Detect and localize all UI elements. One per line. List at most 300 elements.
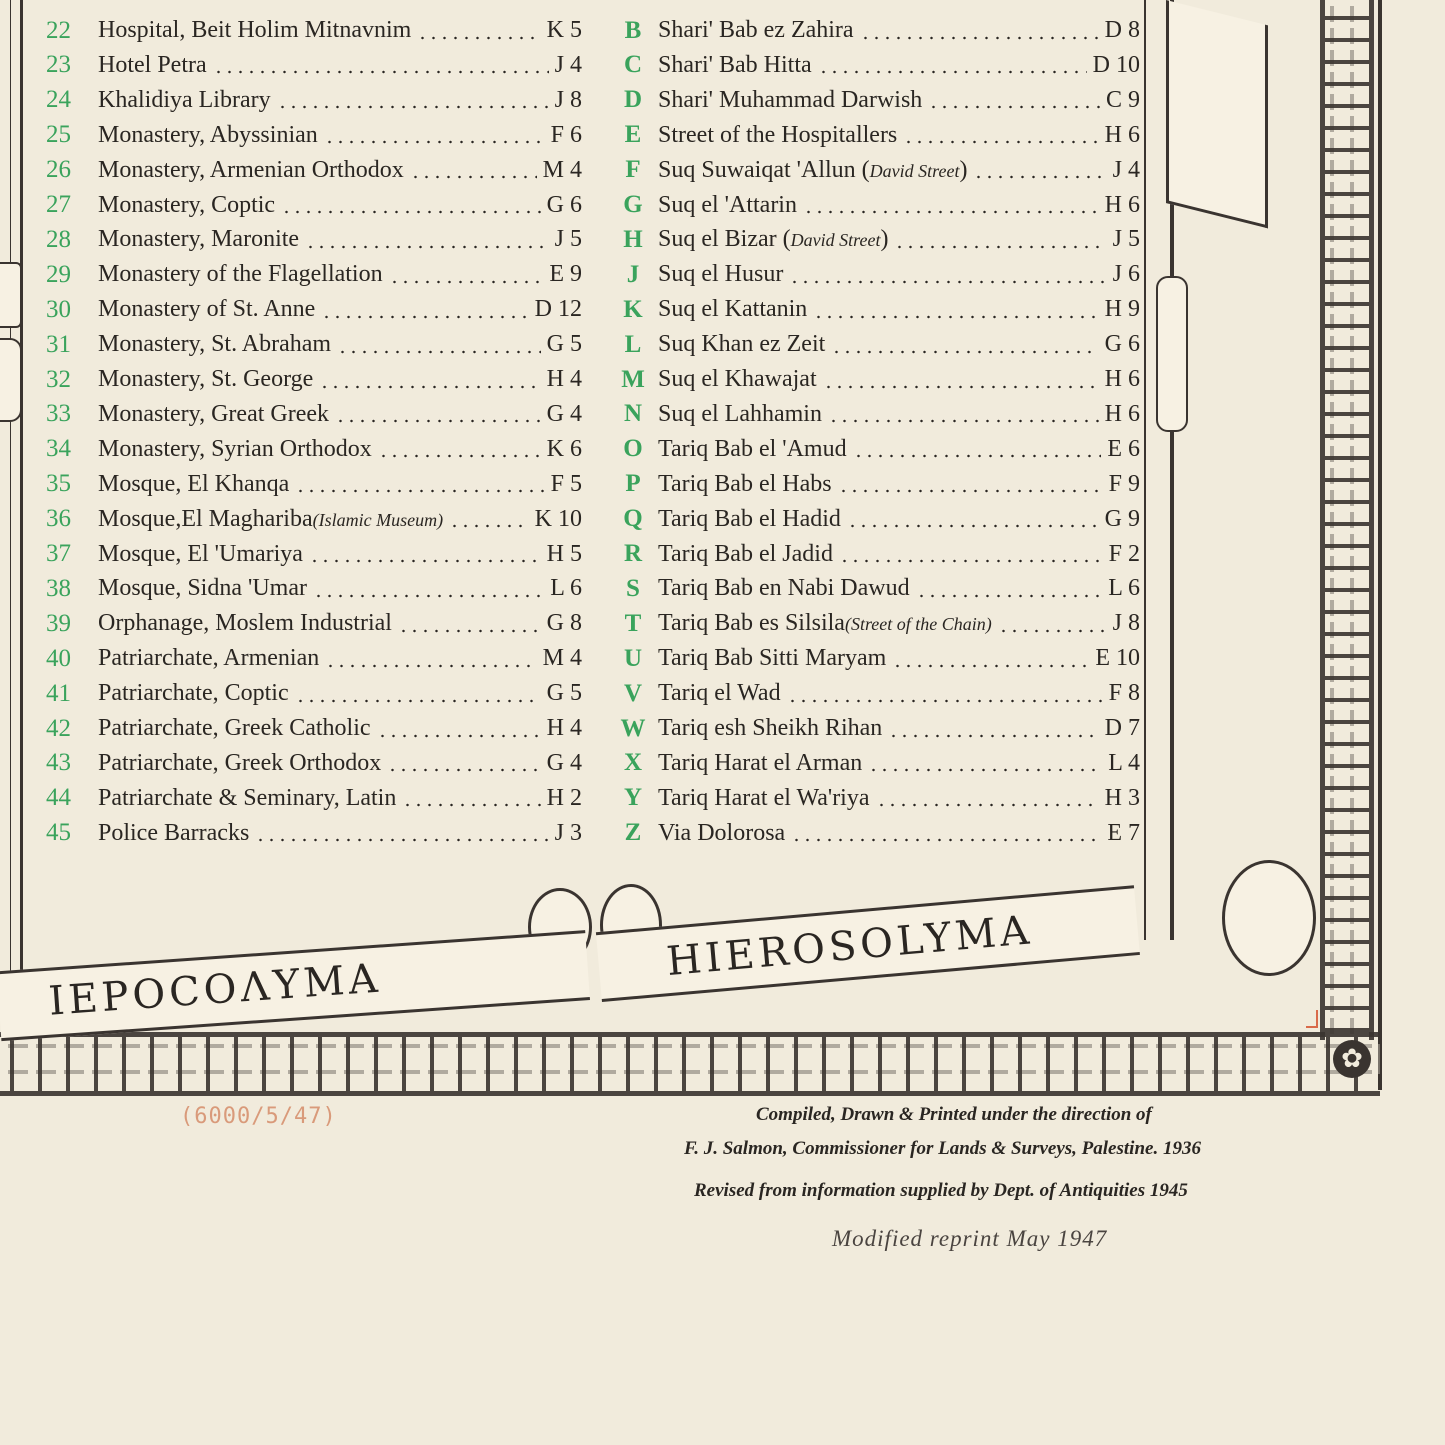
place-name-text: Suq el Khawajat — [658, 366, 817, 392]
leader-dots — [337, 350, 541, 354]
index-row — [46, 816, 582, 851]
place-name-text: Monastery, Abyssinian — [98, 121, 318, 148]
grid-reference: H 3 — [1104, 784, 1140, 811]
grid-reference: D 8 — [1104, 17, 1140, 43]
index-row — [46, 292, 582, 327]
index-key: K — [623, 295, 643, 323]
place-name-text: Suq el Husur — [658, 261, 784, 288]
index-key: 28 — [46, 225, 71, 253]
place-note: David Street — [790, 230, 881, 251]
leader-dots — [998, 629, 1107, 633]
place-name — [98, 52, 207, 79]
index-row — [46, 327, 582, 362]
place-name-text: Shari' Bab ez Zahira — [658, 17, 854, 43]
place-name-text: Suq el Kattanin — [658, 296, 808, 323]
leader-dots — [324, 140, 545, 144]
place-name — [658, 122, 897, 149]
place-name — [98, 226, 299, 253]
place-name — [658, 750, 862, 777]
place-name-text: Patriarchate, Armenian — [98, 645, 320, 672]
index-key: 29 — [46, 260, 71, 288]
left-scroll-ornament-lower — [0, 338, 22, 422]
grid-reference: M 4 — [542, 156, 582, 183]
grid-reference: H 2 — [546, 784, 582, 811]
place-name — [98, 331, 331, 358]
grid-reference: J 8 — [1112, 610, 1140, 637]
leader-dots — [398, 629, 541, 633]
index-row — [608, 676, 1140, 711]
outer-border-line — [1378, 0, 1390, 1090]
index-key: J — [626, 260, 640, 288]
index-row — [608, 48, 1140, 83]
place-note: (Street of the Chain) — [844, 614, 992, 635]
place-name-text: Mosque, El Khanqa — [98, 470, 290, 497]
place-name — [658, 820, 785, 847]
index-row — [46, 676, 582, 711]
index-key: Y — [623, 784, 643, 812]
index-key: 22 — [46, 16, 71, 44]
grid-reference: J 8 — [554, 86, 582, 113]
index-row — [46, 362, 582, 397]
leader-dots — [321, 315, 528, 319]
place-name — [98, 436, 372, 463]
place-name — [658, 296, 807, 323]
grid-reference: H 5 — [546, 540, 582, 567]
place-name — [658, 157, 967, 184]
leader-dots — [839, 559, 1103, 563]
index-row — [608, 222, 1140, 257]
index-row — [608, 153, 1140, 188]
grid-reference: M 4 — [542, 645, 582, 672]
leader-dots — [916, 594, 1103, 598]
place-name — [658, 401, 822, 428]
leader-dots — [868, 768, 1102, 772]
place-name — [658, 785, 870, 812]
grid-reference: H 6 — [1104, 366, 1140, 392]
grid-reference: L 4 — [1108, 749, 1140, 776]
grid-reference: L 6 — [550, 575, 582, 602]
place-note: David Street — [869, 160, 960, 181]
grid-reference: H 4 — [546, 715, 582, 741]
place-name-text: Shari' Muhammad Darwish — [658, 86, 923, 113]
index-row — [608, 362, 1140, 397]
grid-reference: G 8 — [546, 610, 582, 637]
place-name-text: Suq el Bizar ( — [658, 226, 791, 253]
leader-dots — [255, 838, 548, 842]
index-row — [46, 48, 582, 83]
place-name — [98, 610, 392, 637]
index-key: N — [623, 400, 643, 428]
print-run-stamp: (6000/5/47) — [180, 1104, 337, 1129]
index-row — [608, 606, 1140, 641]
place-name-text: Monastery, Coptic — [98, 191, 276, 218]
place-name — [658, 87, 922, 114]
index-key: 26 — [46, 156, 71, 184]
place-name-text: Shari' Bab Hitta — [658, 51, 812, 78]
index-key: B — [624, 16, 642, 44]
place-note-close: ) — [880, 226, 889, 253]
greek-key-pattern-vertical — [1330, 0, 1354, 1040]
index-key: 34 — [46, 435, 71, 463]
leader-dots — [803, 210, 1099, 214]
place-name — [658, 715, 882, 742]
place-name — [98, 541, 303, 568]
place-name-text: Mosque, El 'Umariya — [98, 540, 303, 567]
place-name-text: Monastery, Syrian Orthodox — [98, 435, 372, 462]
leader-dots — [417, 36, 540, 40]
index-key: 43 — [46, 749, 71, 777]
place-name-text: Tariq Bab el Jadid — [658, 540, 833, 567]
grid-reference: J 5 — [1112, 226, 1140, 253]
place-name — [658, 506, 841, 533]
right-scroll-ornament — [1156, 276, 1188, 432]
index-row — [46, 781, 582, 816]
place-name-text: Street of the Hospitallers — [658, 121, 898, 148]
grid-reference: E 10 — [1095, 645, 1140, 672]
grid-reference: F 9 — [1108, 470, 1140, 497]
index-key: 25 — [46, 121, 71, 149]
index-row — [608, 746, 1140, 781]
leader-dots — [853, 454, 1102, 458]
place-name — [98, 366, 313, 393]
index-row — [608, 257, 1140, 292]
place-name — [658, 436, 847, 463]
leader-dots — [973, 175, 1106, 179]
index-row — [46, 571, 582, 606]
latin-banner — [596, 885, 1140, 1002]
grid-reference: H 4 — [546, 366, 582, 392]
leader-dots — [449, 524, 529, 528]
place-name — [658, 366, 817, 393]
leader-dots — [295, 699, 541, 703]
leader-dots — [838, 489, 1103, 493]
leader-dots — [387, 768, 540, 772]
leader-dots — [787, 699, 1103, 703]
grid-reference: G 9 — [1104, 505, 1140, 532]
grid-reference: K 10 — [534, 505, 582, 532]
place-name-text: Tariq Bab el 'Amud — [658, 435, 847, 462]
leader-dots — [319, 385, 540, 389]
index-row — [46, 397, 582, 432]
index-key: P — [625, 470, 641, 498]
place-name-text: Orphanage, Moslem Industrial — [98, 610, 392, 637]
grid-reference: E 6 — [1107, 435, 1140, 462]
grid-reference: G 4 — [546, 749, 582, 776]
place-name-text: Hospital, Beit Holim Mitnavnim — [98, 17, 412, 43]
index-row — [46, 13, 582, 48]
place-name — [658, 17, 854, 44]
place-name-text: Patriarchate, Greek Orthodox — [98, 749, 382, 776]
banner-curl-right — [1222, 860, 1316, 976]
place-name-text: Tariq Bab Sitti Maryam — [658, 645, 887, 672]
index-key: S — [626, 574, 640, 602]
leader-dots — [402, 803, 540, 807]
leader-dots — [831, 350, 1098, 354]
place-name-text: Tariq Harat el Wa'riya — [658, 784, 870, 811]
place-name-text: Patriarchate, Coptic — [98, 680, 289, 707]
index-key: 39 — [46, 609, 71, 637]
place-name-text: Monastery, Great Greek — [98, 400, 330, 427]
place-name — [658, 680, 781, 707]
place-name — [98, 471, 289, 498]
leader-dots — [281, 210, 541, 214]
place-name — [98, 401, 329, 428]
place-name-text: Suq Khan ez Zeit — [658, 331, 826, 358]
index-row — [608, 432, 1140, 467]
place-name — [98, 715, 371, 742]
left-scroll-ornament — [0, 262, 22, 328]
place-name — [658, 331, 825, 358]
index-key: 32 — [46, 365, 71, 393]
place-name-text: Tariq Harat el Arman — [658, 749, 863, 776]
index-row — [608, 83, 1140, 118]
place-name-text: Monastery, St. Abraham — [98, 331, 332, 358]
place-name-text: Monastery of the Flagellation — [98, 261, 383, 288]
index-row — [46, 432, 582, 467]
index-key: W — [620, 714, 646, 742]
index-row — [608, 537, 1140, 572]
index-row — [46, 537, 582, 572]
grid-reference: G 5 — [546, 331, 582, 358]
place-name-text: Tariq Bab el Habs — [658, 470, 832, 497]
grid-reference: H 6 — [1104, 400, 1140, 427]
index-row — [46, 118, 582, 153]
place-name-text: Tariq el Wad — [658, 680, 781, 707]
place-name — [98, 122, 318, 149]
index-key: G — [623, 191, 643, 218]
grid-reference: J 3 — [554, 819, 582, 846]
place-note: (Islamic Museum) — [312, 509, 444, 530]
place-name — [98, 192, 275, 219]
index-row — [46, 746, 582, 781]
index-row — [46, 257, 582, 292]
place-name — [98, 506, 443, 533]
index-key: 36 — [46, 505, 71, 533]
grid-reference: J 4 — [554, 51, 582, 78]
grid-reference: D 10 — [1092, 51, 1140, 78]
index-key: 40 — [46, 644, 71, 672]
leader-dots — [791, 838, 1101, 842]
corner-registration-mark — [1306, 1010, 1318, 1028]
index-key: 38 — [46, 574, 71, 602]
index-row — [46, 606, 582, 641]
index-key: Q — [623, 505, 643, 533]
grid-reference: F 6 — [550, 121, 582, 148]
index-row — [46, 222, 582, 257]
leader-dots — [847, 524, 1099, 528]
index-row — [46, 502, 582, 537]
place-name — [98, 87, 271, 114]
index-key: E — [624, 121, 642, 149]
leader-dots — [813, 315, 1098, 319]
leader-dots — [789, 280, 1106, 284]
leader-dots — [860, 36, 1099, 40]
grid-reference: H 9 — [1104, 296, 1140, 323]
leader-dots — [305, 245, 549, 249]
index-key: R — [623, 540, 643, 567]
index-key: O — [623, 435, 643, 463]
leader-dots — [335, 419, 541, 423]
grid-reference: K 5 — [546, 17, 582, 43]
index-key: 44 — [46, 784, 71, 812]
index-row — [608, 327, 1140, 362]
greek-banner — [0, 930, 590, 1041]
rosette-icon — [1333, 1040, 1371, 1078]
place-name-text: Tariq Bab es Silsila — [658, 610, 845, 637]
index-key: 33 — [46, 400, 71, 428]
grid-reference: E 9 — [549, 261, 582, 288]
index-key: T — [624, 609, 642, 637]
index-row — [608, 397, 1140, 432]
place-name — [658, 645, 886, 672]
place-name — [98, 645, 319, 672]
index-key: 27 — [46, 191, 71, 218]
place-name-text: Khalidiya Library — [98, 86, 271, 113]
grid-reference: G 5 — [546, 680, 582, 707]
index-key: M — [621, 365, 645, 393]
place-name-text: Suq Suwaiqat 'Allun ( — [658, 156, 870, 183]
place-name-text: Suq el Lahhamin — [658, 400, 822, 427]
place-name-text: Patriarchate & Seminary, Latin — [98, 784, 397, 811]
leader-dots — [410, 175, 537, 179]
grid-reference: F 2 — [1108, 540, 1140, 567]
index-key: D — [623, 86, 643, 114]
place-name — [658, 192, 797, 219]
leader-dots — [823, 385, 1099, 389]
grid-reference: K 6 — [546, 435, 582, 462]
place-name — [658, 610, 992, 637]
place-name-text: Mosque,El Maghariba — [98, 505, 313, 532]
credit-line-1: Compiled, Drawn & Printed under the direction of — [756, 1104, 1152, 1125]
index-row — [608, 292, 1140, 327]
grid-reference: J 6 — [1112, 261, 1140, 288]
place-name — [658, 52, 812, 79]
index-key: Z — [624, 819, 642, 847]
index-row — [46, 188, 582, 223]
grid-reference: J 4 — [1112, 156, 1140, 183]
place-name-text: Via Dolorosa — [658, 819, 786, 846]
grid-reference: D 7 — [1104, 715, 1140, 741]
credit-line-3: Revised from information supplied by Dept. of Antiquities 1945 — [694, 1180, 1188, 1201]
index-key: 24 — [46, 86, 71, 114]
place-name — [98, 261, 383, 288]
index-row — [46, 711, 582, 746]
index-key: F — [625, 156, 641, 184]
place-name-text: Tariq Bab en Nabi Dawud — [658, 575, 910, 602]
leader-dots — [295, 489, 544, 493]
index-row — [46, 153, 582, 188]
place-name-text: Tariq Bab el Hadid — [658, 505, 841, 532]
place-name-text: Monastery, St. George — [98, 366, 314, 392]
index-row — [608, 816, 1140, 851]
grid-reference: F 5 — [550, 470, 582, 497]
leader-dots — [213, 70, 549, 74]
place-name-text: Tariq esh Sheikh Rihan — [658, 715, 883, 741]
grid-reference: H 6 — [1104, 191, 1140, 218]
place-name — [98, 680, 289, 707]
index-key: 37 — [46, 540, 71, 567]
place-name — [98, 785, 396, 812]
place-name-text: Hotel Petra — [98, 51, 207, 78]
index-row — [608, 188, 1140, 223]
index-row — [608, 118, 1140, 153]
place-name-text: Patriarchate, Greek Catholic — [98, 715, 371, 741]
place-note-close: ) — [959, 156, 968, 183]
greek-banner-text: ΙΕΡΟCΟΛΥΜΑ — [47, 955, 383, 1025]
grid-reference: J 5 — [554, 226, 582, 253]
index-row — [46, 83, 582, 118]
index-row — [608, 571, 1140, 606]
reprint-note: Modified reprint May 1947 — [832, 1226, 1108, 1251]
place-name-text: Monastery, Armenian Orthodox — [98, 156, 404, 183]
credit-line-2: F. J. Salmon, Commissioner for Lands & Surveys, Palestine. 1936 — [684, 1138, 1201, 1159]
leader-dots — [828, 419, 1099, 423]
leader-dots — [894, 245, 1106, 249]
grid-reference: E 7 — [1107, 819, 1140, 846]
right-ribbon-ornament — [1166, 0, 1268, 228]
index-key: L — [624, 330, 642, 358]
greek-key-pattern-horizontal — [0, 1044, 1380, 1074]
index-key: 42 — [46, 714, 71, 742]
index-key: 30 — [46, 295, 71, 323]
grid-reference: G 6 — [546, 191, 582, 218]
place-name — [98, 296, 315, 323]
grid-reference: L 6 — [1108, 575, 1140, 602]
leader-dots — [325, 664, 536, 668]
index-key: 45 — [46, 819, 71, 847]
index-row — [608, 711, 1140, 746]
index-row — [608, 641, 1140, 676]
place-name-text: Police Barracks — [98, 819, 250, 846]
place-name-text: Suq el 'Attarin — [658, 191, 797, 218]
leader-dots — [876, 803, 1099, 807]
leader-dots — [928, 105, 1100, 109]
index-key: X — [623, 749, 643, 777]
place-name — [98, 17, 411, 44]
leader-dots — [378, 454, 541, 458]
place-name-text: Monastery, Maronite — [98, 226, 300, 253]
place-name — [658, 261, 783, 288]
grid-reference: H 6 — [1104, 121, 1140, 148]
latin-banner-text: HIEROSOLYMA — [664, 907, 1035, 986]
place-name-text: Mosque, Sidna 'Umar — [98, 575, 307, 602]
grid-reference: G 4 — [546, 400, 582, 427]
leader-dots — [818, 70, 1087, 74]
leader-dots — [888, 734, 1098, 738]
index-row — [46, 641, 582, 676]
index-key: C — [623, 51, 643, 79]
index-key: 31 — [46, 330, 71, 358]
leader-dots — [892, 664, 1089, 668]
leader-dots — [309, 559, 541, 563]
index-key: H — [623, 225, 643, 253]
leader-dots — [903, 140, 1098, 144]
place-name — [658, 226, 888, 253]
place-name — [658, 575, 910, 602]
leader-dots — [313, 594, 544, 598]
leader-dots — [389, 280, 544, 284]
place-name-text: Monastery of St. Anne — [98, 296, 316, 323]
place-name — [98, 820, 249, 847]
index-row — [608, 13, 1140, 48]
index-key: 41 — [46, 679, 71, 707]
place-name — [98, 575, 307, 602]
index-row — [46, 467, 582, 502]
place-name — [98, 157, 404, 184]
place-name — [98, 750, 381, 777]
left-frame-column — [0, 0, 23, 1026]
index-key: U — [623, 644, 643, 672]
